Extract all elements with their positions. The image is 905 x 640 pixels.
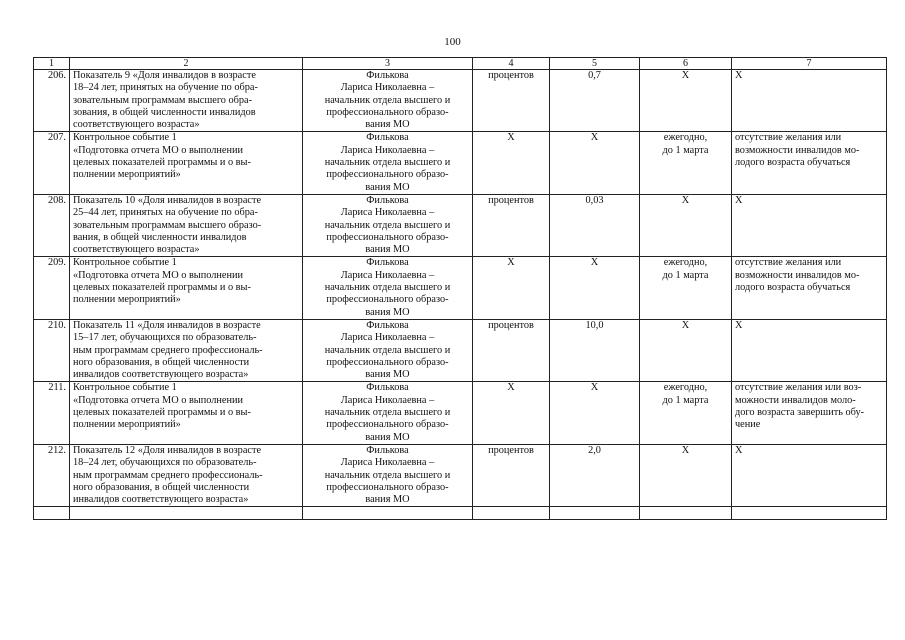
unit-cell: Х bbox=[473, 382, 550, 444]
value-cell: 10,0 bbox=[550, 319, 640, 381]
value-cell: 2,0 bbox=[550, 444, 640, 506]
deadline-cell: ежегодно, до 1 марта bbox=[662, 132, 709, 156]
risk-note-cell: Х bbox=[735, 319, 743, 331]
responsible-person: Филькова Лариса Николаевна – начальник отдела высшего и профессионального образо- вания МО bbox=[324, 70, 451, 131]
risk-note-cell: отсутствие желания или возможности инвалидов мо- лодого возраста обучаться bbox=[735, 132, 860, 169]
deadline-cell: Х bbox=[681, 319, 690, 331]
table-row bbox=[34, 382, 887, 444]
header-row bbox=[34, 58, 887, 70]
row-number: 209. bbox=[34, 257, 70, 319]
unit-cell: Х bbox=[473, 257, 550, 319]
empty-cell bbox=[550, 507, 640, 520]
value-cell: Х bbox=[550, 257, 640, 319]
responsible-person: Филькова Лариса Николаевна – начальник отдела высшего и профессионального образо- вания МО bbox=[324, 257, 451, 318]
unit-cell: процентов bbox=[473, 194, 550, 256]
header-cell-5: 5 bbox=[550, 58, 640, 70]
deadline-cell: ежегодно, до 1 марта bbox=[662, 382, 709, 406]
table-row bbox=[34, 444, 887, 506]
program-table bbox=[33, 57, 887, 520]
responsible-person: Филькова Лариса Николаевна – начальник отдела высшего и профессионального образо- вания МО bbox=[324, 382, 451, 443]
header-cell-3: 3 bbox=[303, 58, 473, 70]
indicator-description: Показатель 9 «Доля инвалидов в возрасте 18–24 лет, принятых на обучение по обра- зовательным программам высшего обра- зования, в общей численности инвалидов соответствующего возраста» bbox=[73, 70, 258, 131]
empty-cell bbox=[473, 507, 550, 520]
deadline-cell: ежегодно, до 1 марта bbox=[662, 257, 709, 281]
table-row bbox=[34, 194, 887, 256]
risk-note-cell: отсутствие желания или возможности инвалидов мо- лодого возраста обучаться bbox=[735, 257, 860, 294]
deadline-cell: Х bbox=[681, 70, 690, 81]
table-row bbox=[34, 70, 887, 132]
risk-note-cell: Х bbox=[735, 194, 743, 206]
indicator-description: Показатель 11 «Доля инвалидов в возрасте 15–17 лет, обучающихся по образователь- ным программам среднего профессиональ- ного образования, в общей численности инвалидов соответствующего возраста» bbox=[73, 319, 263, 381]
responsible-person: Филькова Лариса Николаевна – начальник отдела высшего и профессионального образо- вания МО bbox=[324, 444, 451, 506]
indicator-description: Показатель 12 «Доля инвалидов в возрасте 18–24 лет, обучающихся по образователь- ным программам среднего профессиональ- ного образования, в общей численности инвалидов соответствующего возраста» bbox=[73, 444, 263, 506]
risk-note-cell: Х bbox=[735, 444, 743, 456]
unit-cell: процентов bbox=[473, 70, 550, 132]
header-cell-4: 4 bbox=[473, 58, 550, 70]
deadline-cell: Х bbox=[681, 194, 690, 206]
responsible-person: Филькова Лариса Николаевна – начальник отдела высшего и профессионального образо- вания МО bbox=[324, 319, 451, 381]
value-cell: 0,03 bbox=[550, 194, 640, 256]
empty-cell bbox=[640, 507, 732, 520]
row-number: 206. bbox=[34, 70, 70, 132]
header-cell-1: 1 bbox=[34, 58, 70, 70]
value-cell: 0,7 bbox=[550, 70, 640, 132]
responsible-person: Филькова Лариса Николаевна – начальник отдела высшего и профессионального образо- вания МО bbox=[324, 132, 451, 193]
indicator-description: Контрольное событие 1 «Подготовка отчета МО о выполнении целевых показателей программы и о вы- полнении мероприятий» bbox=[73, 257, 251, 306]
indicator-description: Контрольное событие 1 «Подготовка отчета МО о выполнении целевых показателей программы и о вы- полнении мероприятий» bbox=[73, 132, 251, 181]
page-number: 100 bbox=[444, 36, 461, 48]
table-row bbox=[34, 132, 887, 194]
header-cell-7: 7 bbox=[732, 58, 887, 70]
table-row bbox=[34, 257, 887, 319]
value-cell: Х bbox=[550, 132, 640, 194]
header-cell-6: 6 bbox=[640, 58, 732, 70]
table-row-empty bbox=[34, 507, 887, 520]
risk-note-cell: Х bbox=[735, 70, 743, 81]
empty-cell bbox=[303, 507, 473, 520]
indicator-description: Контрольное событие 1 «Подготовка отчета МО о выполнении целевых показателей программы и о вы- полнении мероприятий» bbox=[73, 382, 251, 431]
unit-cell: процентов bbox=[473, 319, 550, 381]
empty-cell bbox=[34, 507, 70, 520]
responsible-person: Филькова Лариса Николаевна – начальник отдела высшего и профессионального образо- вания МО bbox=[324, 194, 451, 256]
table-row bbox=[34, 319, 887, 381]
row-number: 212. bbox=[34, 444, 70, 506]
unit-cell: процентов bbox=[473, 444, 550, 506]
row-number: 208. bbox=[34, 194, 70, 256]
header-cell-2: 2 bbox=[70, 58, 303, 70]
row-number: 207. bbox=[34, 132, 70, 194]
value-cell: Х bbox=[550, 382, 640, 444]
empty-cell bbox=[70, 507, 303, 520]
risk-note-cell: отсутствие желания или воз- можности инвалидов моло- дого возраста завершить обу- чение bbox=[735, 382, 865, 431]
deadline-cell: Х bbox=[681, 444, 690, 456]
empty-cell bbox=[732, 507, 887, 520]
row-number: 210. bbox=[34, 319, 70, 381]
row-number: 211. bbox=[34, 382, 70, 444]
unit-cell: Х bbox=[473, 132, 550, 194]
indicator-description: Показатель 10 «Доля инвалидов в возрасте 25–44 лет, принятых на обучение по обра- зовательным программам высшего образо- вания, в общей численности инвалидов соответствующего возраста» bbox=[73, 194, 262, 256]
